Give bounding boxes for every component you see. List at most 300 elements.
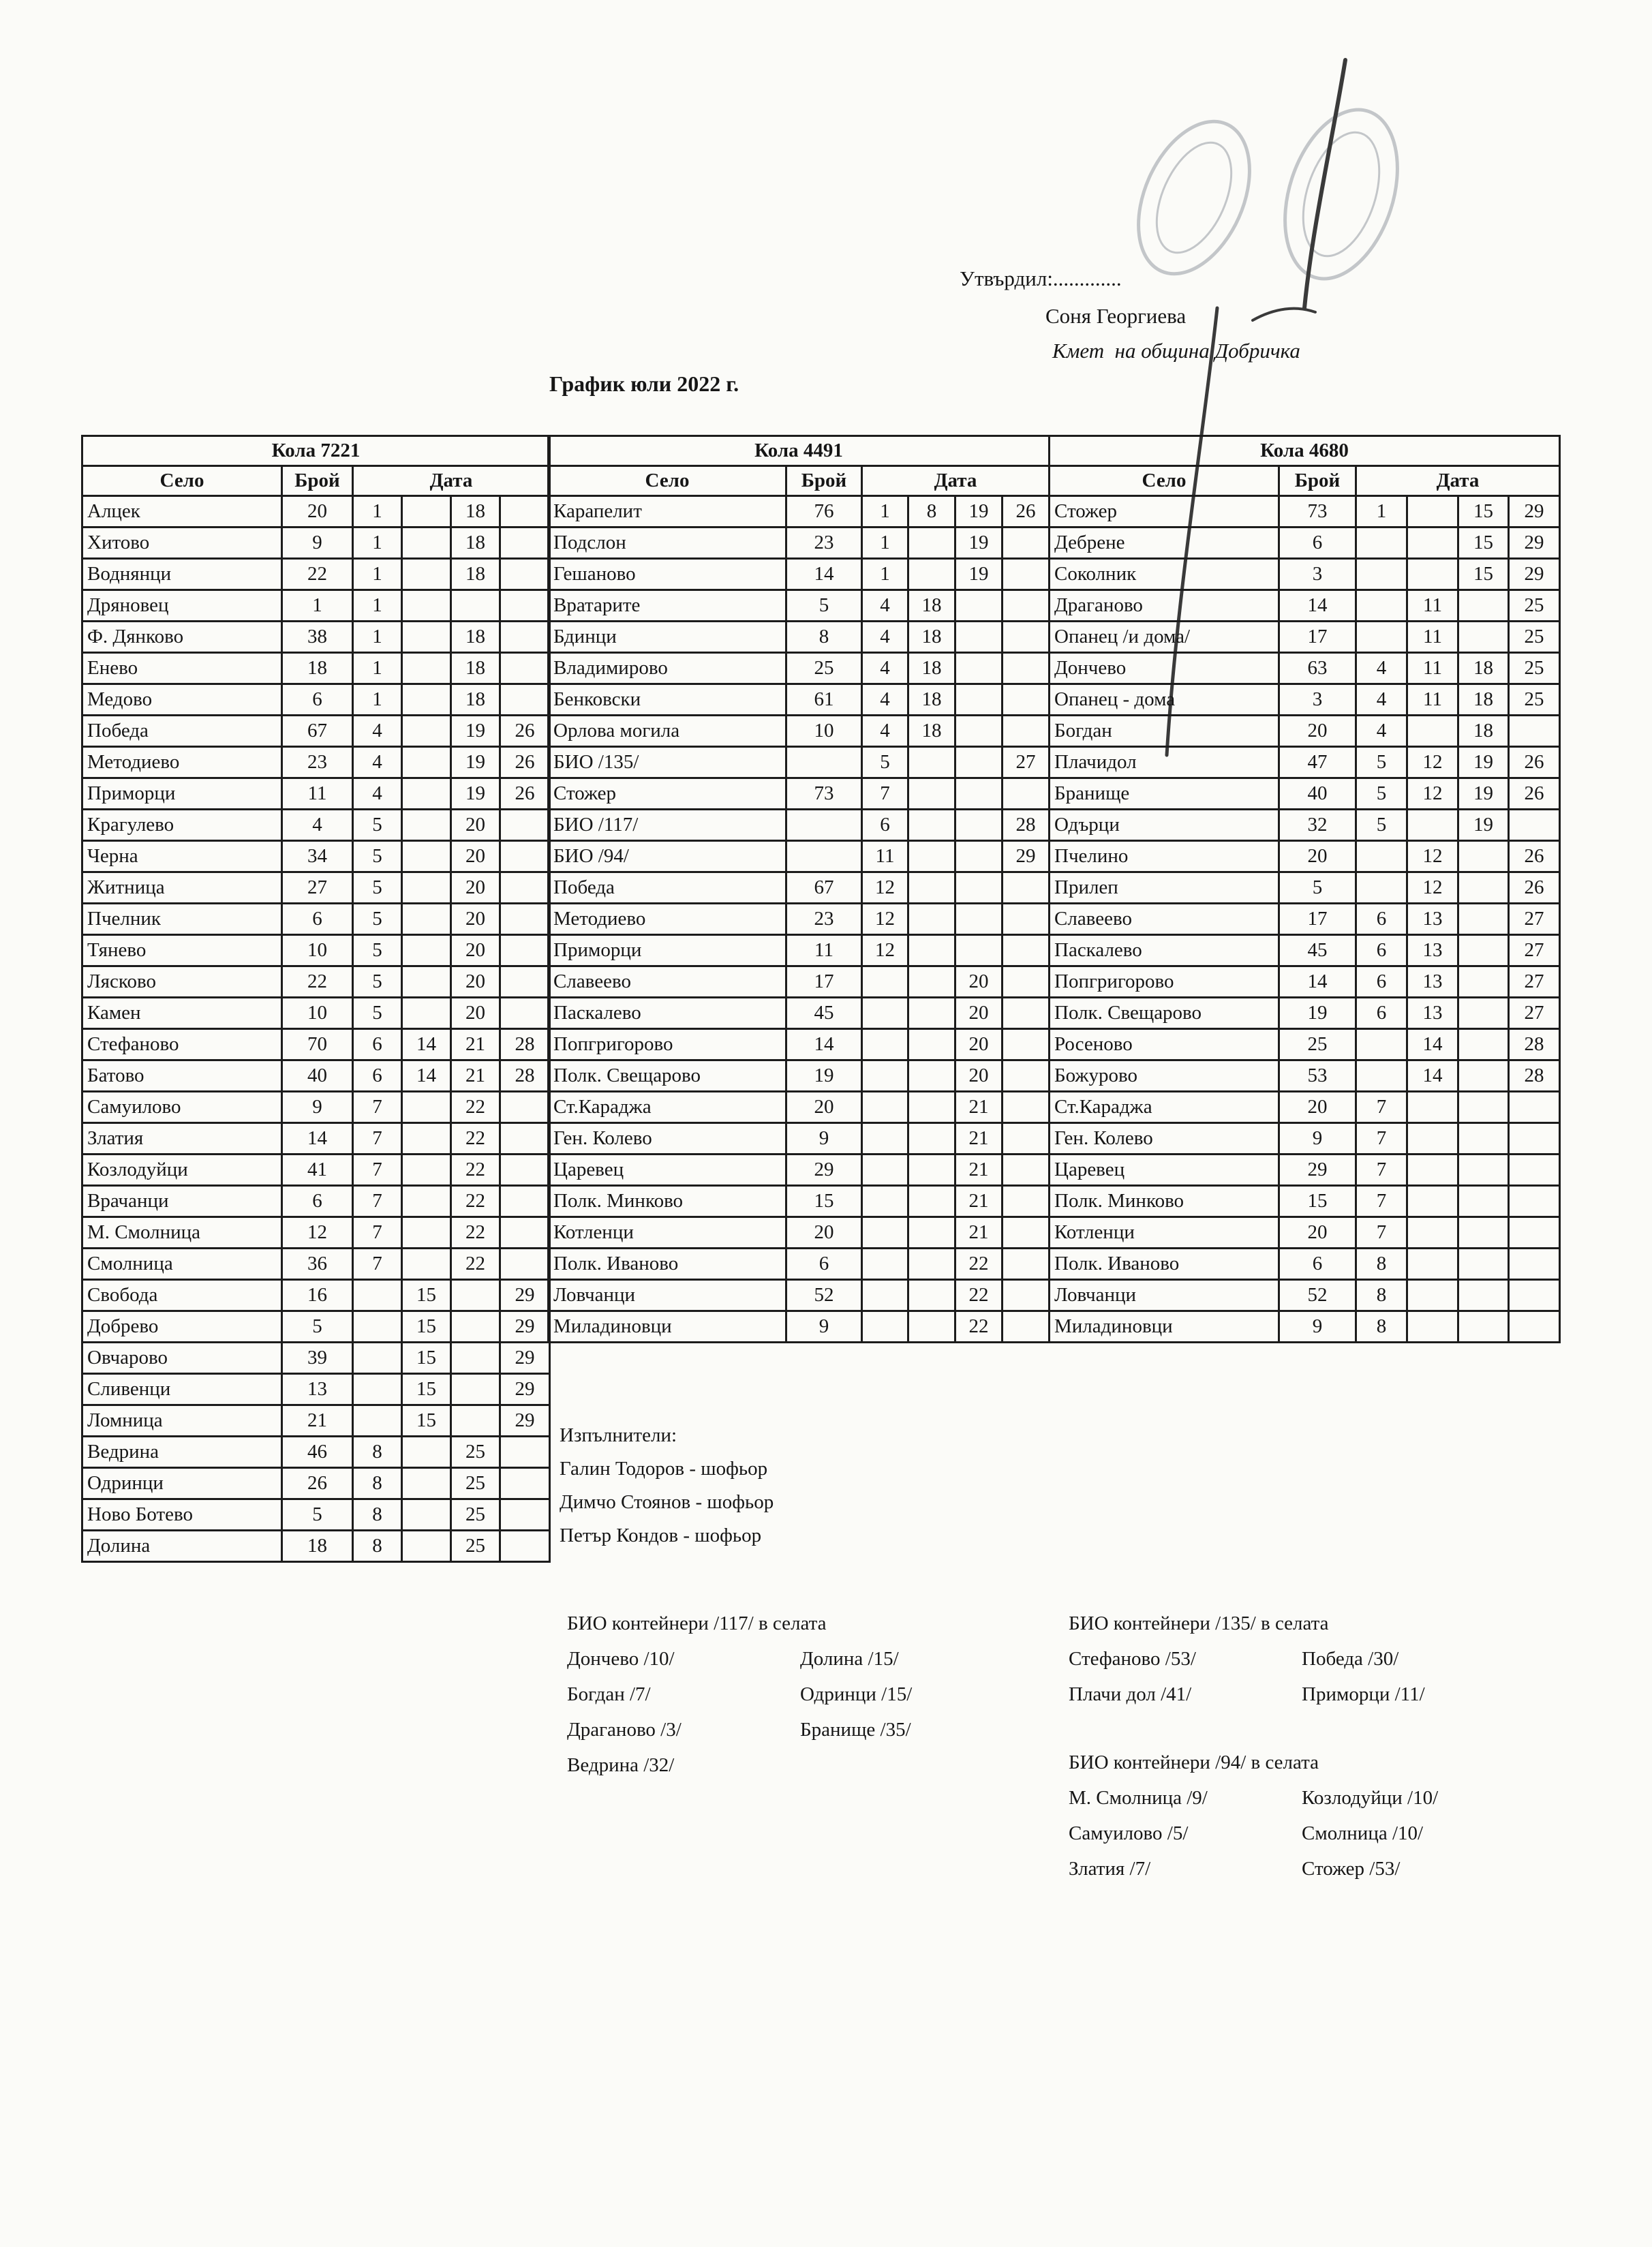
date-cell: 4 xyxy=(1356,684,1407,716)
date-cell xyxy=(402,1499,451,1531)
village-cell: Соколник xyxy=(1050,559,1279,590)
date-cell xyxy=(1003,1311,1050,1343)
date-cell xyxy=(353,1280,402,1311)
date-cell xyxy=(1407,559,1458,590)
table-row xyxy=(82,1092,550,1123)
date-cell xyxy=(500,841,550,872)
date-cell xyxy=(862,1186,908,1217)
date-cell xyxy=(402,528,451,559)
date-cell xyxy=(1003,1186,1050,1217)
count-cell: 9 xyxy=(786,1311,862,1343)
count-cell: 61 xyxy=(786,684,862,716)
village-cell: Паскалево xyxy=(1050,935,1279,966)
village-cell: Ст.Караджа xyxy=(549,1092,786,1123)
date-cell: 5 xyxy=(353,872,402,904)
date-cell xyxy=(500,904,550,935)
page-title: График юли 2022 г. xyxy=(549,371,739,396)
village-cell: Полк. Иваново xyxy=(1050,1249,1279,1280)
date-cell: 7 xyxy=(1356,1186,1407,1217)
bio-village-item: М. Смолница /9/ xyxy=(1069,1787,1208,1809)
date-cell: 7 xyxy=(1356,1092,1407,1123)
date-cell: 25 xyxy=(451,1531,500,1562)
count-cell: 40 xyxy=(1279,778,1356,810)
table-row xyxy=(82,998,550,1029)
village-cell: Божурово xyxy=(1050,1060,1279,1092)
date-cell xyxy=(500,1437,550,1468)
date-cell: 29 xyxy=(1509,528,1560,559)
date-cell: 12 xyxy=(1407,841,1458,872)
table-row xyxy=(82,1468,550,1499)
bio-village-item: Бранище /35/ xyxy=(800,1719,911,1741)
date-cell xyxy=(1003,716,1050,747)
village-cell: Попгригорово xyxy=(1050,966,1279,998)
date-cell: 20 xyxy=(451,935,500,966)
date-cell xyxy=(1458,1123,1509,1155)
date-cell xyxy=(1407,810,1458,841)
date-cell xyxy=(908,1029,955,1060)
date-cell xyxy=(1458,1155,1509,1186)
count-cell xyxy=(786,841,862,872)
table-row xyxy=(549,528,1050,559)
date-cell xyxy=(1407,1217,1458,1249)
count-cell: 29 xyxy=(786,1155,862,1186)
car-header: Кола 4680 xyxy=(1050,436,1560,466)
date-cell xyxy=(500,1217,550,1249)
date-cell: 15 xyxy=(402,1343,451,1374)
date-cell xyxy=(1458,590,1509,622)
village-cell: Методиево xyxy=(82,747,282,778)
village-cell: Владимирово xyxy=(549,653,786,684)
date-cell: 20 xyxy=(955,1060,1003,1092)
table-row xyxy=(549,810,1050,841)
village-cell: Методиево xyxy=(549,904,786,935)
executors-section xyxy=(560,1419,774,1553)
date-cell xyxy=(402,559,451,590)
date-cell: 15 xyxy=(402,1280,451,1311)
count-cell: 25 xyxy=(1279,1029,1356,1060)
date-cell: 28 xyxy=(1003,810,1050,841)
table-row xyxy=(1050,684,1560,716)
village-cell: Одринци xyxy=(82,1468,282,1499)
date-cell xyxy=(402,810,451,841)
count-cell: 25 xyxy=(786,653,862,684)
date-cell: 6 xyxy=(1356,966,1407,998)
date-cell: 21 xyxy=(955,1217,1003,1249)
village-header: Село xyxy=(82,466,282,496)
table-row xyxy=(1050,528,1560,559)
village-cell: Долина xyxy=(82,1531,282,1562)
date-cell xyxy=(908,778,955,810)
date-cell xyxy=(1509,1186,1560,1217)
date-cell xyxy=(1458,872,1509,904)
bio-village-item: Долина /15/ xyxy=(800,1648,899,1670)
date-cell xyxy=(402,1092,451,1123)
date-header: Дата xyxy=(1356,466,1560,496)
date-cell: 6 xyxy=(353,1029,402,1060)
table-row xyxy=(1050,590,1560,622)
count-cell: 45 xyxy=(1279,935,1356,966)
table-row xyxy=(1050,935,1560,966)
date-cell: 18 xyxy=(1458,716,1509,747)
date-cell: 25 xyxy=(1509,684,1560,716)
table-row xyxy=(1050,559,1560,590)
date-cell xyxy=(500,966,550,998)
village-cell: Царевец xyxy=(1050,1155,1279,1186)
date-cell: 19 xyxy=(955,496,1003,528)
count-cell: 52 xyxy=(1279,1280,1356,1311)
village-cell: Миладиновци xyxy=(1050,1311,1279,1343)
table-row xyxy=(549,1249,1050,1280)
date-cell xyxy=(1356,1029,1407,1060)
date-cell: 1 xyxy=(1356,496,1407,528)
count-cell: 1 xyxy=(282,590,353,622)
village-cell: Полк. Минково xyxy=(549,1186,786,1217)
village-cell: Пчелник xyxy=(82,904,282,935)
date-cell: 20 xyxy=(451,966,500,998)
date-cell xyxy=(908,935,955,966)
date-cell: 1 xyxy=(353,528,402,559)
date-cell xyxy=(1003,998,1050,1029)
village-cell: Добрево xyxy=(82,1311,282,1343)
count-cell: 76 xyxy=(786,496,862,528)
village-cell: Овчарово xyxy=(82,1343,282,1374)
date-cell: 5 xyxy=(1356,778,1407,810)
date-cell: 14 xyxy=(402,1060,451,1092)
date-cell: 18 xyxy=(451,496,500,528)
count-cell: 9 xyxy=(1279,1123,1356,1155)
date-cell xyxy=(1407,1186,1458,1217)
date-cell: 7 xyxy=(353,1186,402,1217)
date-cell xyxy=(862,1280,908,1311)
date-cell: 1 xyxy=(353,559,402,590)
table-row xyxy=(1050,1186,1560,1217)
date-cell xyxy=(908,872,955,904)
date-cell xyxy=(1003,528,1050,559)
date-cell xyxy=(1003,1092,1050,1123)
date-cell xyxy=(1003,935,1050,966)
date-cell: 25 xyxy=(451,1437,500,1468)
date-cell xyxy=(500,1499,550,1531)
count-cell: 4 xyxy=(282,810,353,841)
date-cell: 5 xyxy=(353,966,402,998)
bio-villages-list xyxy=(1069,1780,1535,1886)
date-cell xyxy=(908,1123,955,1155)
village-cell: Ново Ботево xyxy=(82,1499,282,1531)
date-cell: 29 xyxy=(1509,559,1560,590)
count-cell: 23 xyxy=(786,904,862,935)
date-cell: 25 xyxy=(1509,590,1560,622)
table-row xyxy=(549,1186,1050,1217)
date-cell xyxy=(402,716,451,747)
car-header: Кола 7221 xyxy=(82,436,550,466)
date-cell: 19 xyxy=(451,716,500,747)
count-cell: 22 xyxy=(282,966,353,998)
date-cell xyxy=(500,590,550,622)
table-row xyxy=(549,935,1050,966)
table-row xyxy=(1050,966,1560,998)
date-cell: 1 xyxy=(862,559,908,590)
date-cell xyxy=(1458,1060,1509,1092)
village-cell: Гешаново xyxy=(549,559,786,590)
table-row xyxy=(82,1311,550,1343)
date-cell: 18 xyxy=(1458,653,1509,684)
date-cell xyxy=(402,1468,451,1499)
date-cell xyxy=(402,1437,451,1468)
bio-villages-list xyxy=(567,1641,1033,1783)
date-cell xyxy=(1407,1155,1458,1186)
bio-section-117 xyxy=(567,1606,1033,1783)
count-cell: 20 xyxy=(1279,1092,1356,1123)
count-cell: 52 xyxy=(786,1280,862,1311)
table-row xyxy=(1050,778,1560,810)
date-cell xyxy=(1458,1092,1509,1123)
table-row xyxy=(549,904,1050,935)
count-cell: 14 xyxy=(1279,590,1356,622)
date-cell xyxy=(1356,841,1407,872)
executors-list xyxy=(560,1452,774,1553)
date-cell: 11 xyxy=(1407,653,1458,684)
date-cell: 8 xyxy=(353,1531,402,1562)
date-cell: 27 xyxy=(1509,904,1560,935)
count-cell: 20 xyxy=(282,496,353,528)
count-cell: 6 xyxy=(1279,528,1356,559)
date-header: Дата xyxy=(862,466,1050,496)
date-cell xyxy=(1458,1311,1509,1343)
village-cell: Пчелино xyxy=(1050,841,1279,872)
schedule-table-7221 xyxy=(81,435,551,1563)
count-cell: 5 xyxy=(1279,872,1356,904)
table-row xyxy=(549,872,1050,904)
table-row xyxy=(1050,872,1560,904)
date-cell xyxy=(1003,1060,1050,1092)
village-cell: Стожер xyxy=(549,778,786,810)
date-cell xyxy=(1458,904,1509,935)
date-cell xyxy=(908,1217,955,1249)
date-cell xyxy=(402,622,451,653)
date-cell: 21 xyxy=(955,1186,1003,1217)
table-row xyxy=(1050,653,1560,684)
table-row xyxy=(82,622,550,653)
count-cell: 19 xyxy=(1279,998,1356,1029)
table-row xyxy=(82,1123,550,1155)
date-cell xyxy=(500,1123,550,1155)
table-row xyxy=(82,904,550,935)
bio-village-item: Приморци /11/ xyxy=(1302,1683,1425,1705)
date-cell xyxy=(451,1311,500,1343)
date-cell: 14 xyxy=(1407,1029,1458,1060)
date-cell: 1 xyxy=(862,528,908,559)
date-cell: 26 xyxy=(1509,747,1560,778)
date-cell xyxy=(1458,935,1509,966)
village-cell: БИО /117/ xyxy=(549,810,786,841)
count-cell: 9 xyxy=(282,1092,353,1123)
village-cell: Батово xyxy=(82,1060,282,1092)
count-cell: 14 xyxy=(282,1123,353,1155)
count-header: Брой xyxy=(282,466,353,496)
date-cell: 5 xyxy=(1356,747,1407,778)
date-cell: 1 xyxy=(862,496,908,528)
date-cell xyxy=(862,966,908,998)
count-cell: 15 xyxy=(786,1186,862,1217)
date-cell xyxy=(500,622,550,653)
village-cell: М. Смолница xyxy=(82,1217,282,1249)
bio-section-title: БИО контейнери /135/ в селата xyxy=(1069,1612,1329,1634)
date-cell xyxy=(1003,778,1050,810)
village-cell: Врачанци xyxy=(82,1186,282,1217)
date-cell xyxy=(402,684,451,716)
date-cell: 7 xyxy=(353,1155,402,1186)
date-cell: 7 xyxy=(862,778,908,810)
date-cell: 15 xyxy=(1458,528,1509,559)
car-header: Кола 4491 xyxy=(549,436,1050,466)
table-row xyxy=(82,841,550,872)
date-cell: 18 xyxy=(908,684,955,716)
table-row xyxy=(82,590,550,622)
count-cell xyxy=(786,747,862,778)
date-cell: 29 xyxy=(500,1343,550,1374)
bio-section-135 xyxy=(1069,1606,1535,1712)
date-cell xyxy=(451,590,500,622)
count-cell: 23 xyxy=(786,528,862,559)
village-cell: Богдан xyxy=(1050,716,1279,747)
date-cell: 25 xyxy=(1509,622,1560,653)
village-cell: Орлова могила xyxy=(549,716,786,747)
count-cell: 9 xyxy=(282,528,353,559)
count-cell: 6 xyxy=(282,1186,353,1217)
date-cell xyxy=(402,1186,451,1217)
village-cell: Полк. Свещарово xyxy=(1050,998,1279,1029)
table-row xyxy=(82,1499,550,1531)
village-cell: Подслон xyxy=(549,528,786,559)
village-cell: Славеево xyxy=(1050,904,1279,935)
date-cell xyxy=(1407,1123,1458,1155)
village-cell: Котленци xyxy=(1050,1217,1279,1249)
date-cell xyxy=(908,810,955,841)
date-cell xyxy=(1356,559,1407,590)
table-row xyxy=(1050,1092,1560,1123)
count-cell: 13 xyxy=(282,1374,353,1405)
date-cell: 20 xyxy=(451,810,500,841)
village-cell: Карапелит xyxy=(549,496,786,528)
village-cell: Дряновец xyxy=(82,590,282,622)
village-cell: Опанец /и дома/ xyxy=(1050,622,1279,653)
table-row xyxy=(549,559,1050,590)
date-cell: 21 xyxy=(451,1029,500,1060)
date-cell xyxy=(1458,998,1509,1029)
executors-title: Изпълнители: xyxy=(560,1424,677,1446)
bio-section-title: БИО контейнери /117/ в селата xyxy=(567,1612,827,1634)
table-row xyxy=(82,653,550,684)
date-cell xyxy=(402,747,451,778)
table-row xyxy=(549,1311,1050,1343)
date-cell: 18 xyxy=(451,622,500,653)
date-cell xyxy=(908,841,955,872)
village-cell: Прилеп xyxy=(1050,872,1279,904)
date-cell xyxy=(955,904,1003,935)
village-cell: Хитово xyxy=(82,528,282,559)
village-cell: Приморци xyxy=(549,935,786,966)
date-cell: 11 xyxy=(1407,684,1458,716)
village-cell: Ломница xyxy=(82,1405,282,1437)
table-row xyxy=(1050,904,1560,935)
date-cell: 26 xyxy=(1509,778,1560,810)
date-cell: 11 xyxy=(862,841,908,872)
date-cell: 7 xyxy=(1356,1217,1407,1249)
date-cell xyxy=(402,1249,451,1280)
village-cell: Стожер xyxy=(1050,496,1279,528)
date-cell xyxy=(1003,1249,1050,1280)
bio-village-item: Стожер /53/ xyxy=(1302,1858,1401,1880)
date-cell: 22 xyxy=(451,1217,500,1249)
date-cell: 13 xyxy=(1407,966,1458,998)
date-cell xyxy=(500,998,550,1029)
date-cell: 20 xyxy=(451,872,500,904)
date-cell xyxy=(862,1249,908,1280)
table-row xyxy=(1050,1029,1560,1060)
date-cell xyxy=(402,935,451,966)
date-cell: 8 xyxy=(1356,1311,1407,1343)
count-cell: 53 xyxy=(1279,1060,1356,1092)
date-cell xyxy=(1003,684,1050,716)
date-cell xyxy=(908,1280,955,1311)
table-row xyxy=(1050,1311,1560,1343)
table-row xyxy=(82,684,550,716)
date-cell xyxy=(500,684,550,716)
date-cell xyxy=(1509,1217,1560,1249)
count-cell: 18 xyxy=(282,1531,353,1562)
village-cell: Свобода xyxy=(82,1280,282,1311)
date-cell xyxy=(1003,1217,1050,1249)
village-cell: Черна xyxy=(82,841,282,872)
table-row xyxy=(82,716,550,747)
date-cell xyxy=(500,872,550,904)
date-cell: 5 xyxy=(353,841,402,872)
village-cell: Житница xyxy=(82,872,282,904)
date-cell: 18 xyxy=(451,684,500,716)
table-row xyxy=(1050,1123,1560,1155)
count-cell: 3 xyxy=(1279,684,1356,716)
table-row xyxy=(549,684,1050,716)
table-row xyxy=(82,747,550,778)
table-row xyxy=(82,528,550,559)
date-cell: 13 xyxy=(1407,935,1458,966)
date-cell: 19 xyxy=(451,747,500,778)
date-cell xyxy=(862,1217,908,1249)
date-cell xyxy=(402,496,451,528)
date-cell xyxy=(500,1531,550,1562)
table-row xyxy=(549,1092,1050,1123)
date-cell xyxy=(908,559,955,590)
table-row xyxy=(82,872,550,904)
date-cell: 1 xyxy=(353,684,402,716)
count-cell: 73 xyxy=(1279,496,1356,528)
bio-village-item: Плачи дол /41/ xyxy=(1069,1683,1192,1705)
date-cell: 6 xyxy=(1356,998,1407,1029)
date-cell xyxy=(353,1343,402,1374)
date-cell: 11 xyxy=(1407,622,1458,653)
village-cell: Бенковски xyxy=(549,684,786,716)
date-cell xyxy=(908,528,955,559)
count-cell: 46 xyxy=(282,1437,353,1468)
date-cell: 7 xyxy=(353,1092,402,1123)
date-cell: 27 xyxy=(1003,747,1050,778)
table-row xyxy=(82,1029,550,1060)
date-cell xyxy=(908,998,955,1029)
date-cell: 18 xyxy=(908,653,955,684)
date-cell: 7 xyxy=(1356,1123,1407,1155)
village-cell: Алцек xyxy=(82,496,282,528)
date-cell: 26 xyxy=(500,716,550,747)
